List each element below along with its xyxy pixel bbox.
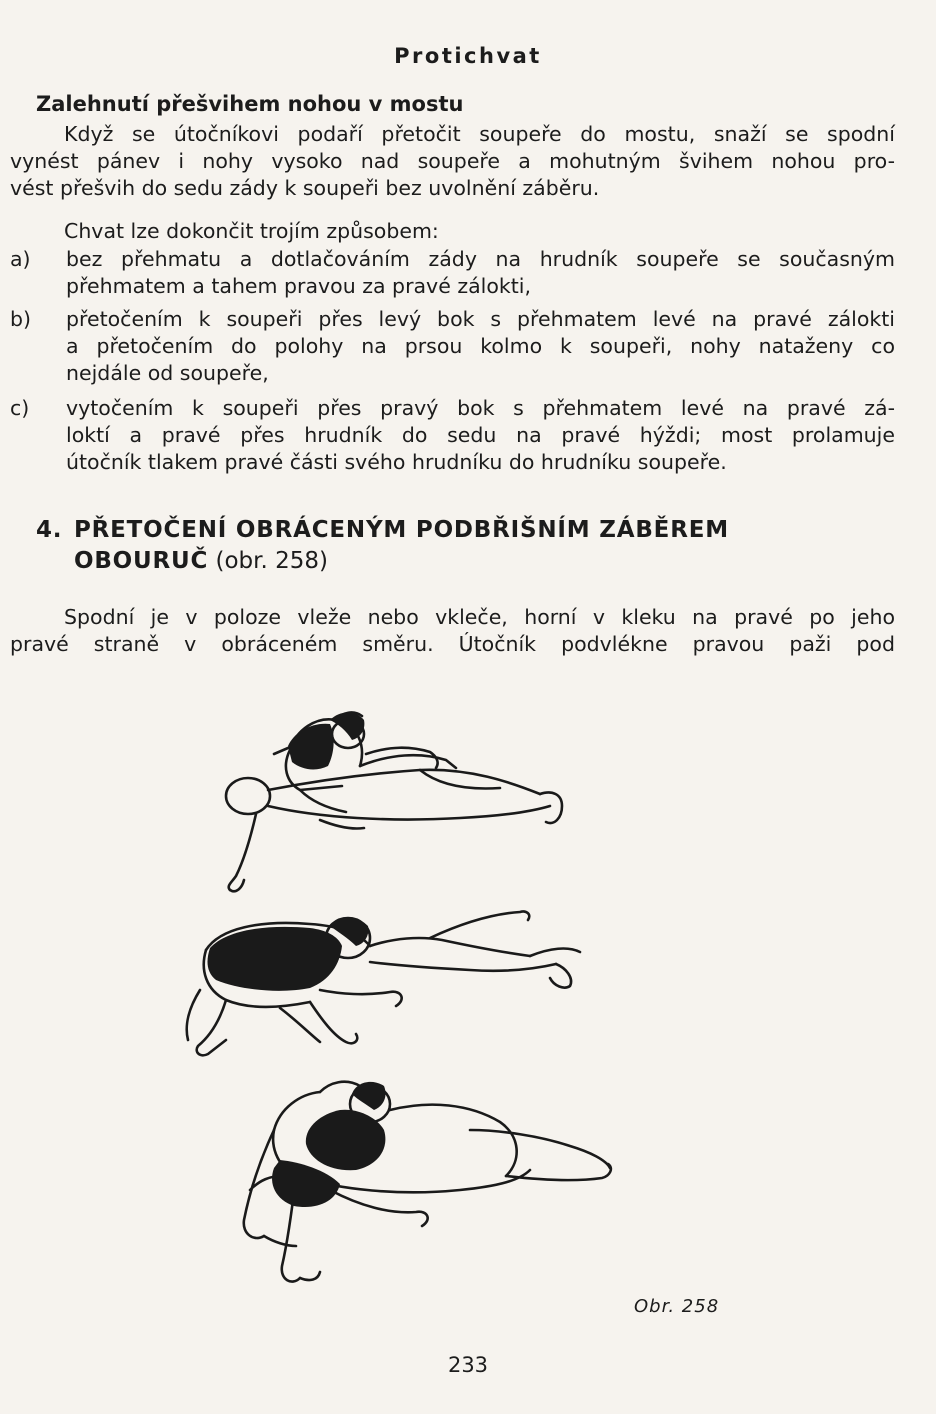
list-item-line: přehmatem a tahem pravou za pravé zálokti,: [66, 274, 532, 298]
paragraph-1: [10, 121, 895, 202]
list-marker: b): [10, 307, 32, 331]
paragraph-1-line: vést přešvih do sedu zády k soupeři bez uvolnění záběru.: [10, 176, 600, 200]
section-heading: [36, 515, 896, 577]
list-item-line: loktí a pravé přes hrudník do sedu na pravé hýždi; most prolamuje: [66, 423, 895, 447]
list-marker: c): [10, 396, 30, 420]
list-item-b: [10, 306, 895, 387]
paragraph-3: [10, 604, 895, 658]
paragraph-2-line: Chvat lze dokončit trojím způsobem:: [64, 219, 439, 243]
paragraph-1-line: Když se útočníkovi podaří přetočit soupeře do mostu, snaží se spodní: [64, 122, 895, 146]
list-marker: a): [10, 247, 31, 271]
figure-reference: (obr. 258): [208, 548, 328, 574]
figure-caption: Obr. 258: [634, 1296, 720, 1317]
wrestlers-pose-1: [226, 713, 562, 892]
list-item-line: nejdále od soupeře,: [66, 361, 269, 385]
paragraph-1-line: vynést pánev i nohy vysoko nad soupeře a mohutným švihem nohou pro-: [10, 149, 895, 173]
section-title-line-1: PŘETOČENÍ OBRÁCENÝM PODBŘIŠNÍM ZÁBĚREM: [74, 517, 729, 543]
list-item-c: [10, 395, 895, 476]
sub-heading: Zalehnutí přešvihem nohou v mostu: [36, 92, 464, 116]
running-head: Protichvat: [394, 44, 542, 68]
list-item-line: bez přehmatu a dotlačováním zády na hrudník soupeře se současným: [66, 247, 895, 271]
list-item-a: [10, 246, 895, 300]
list-item-line: vytočením k soupeři přes pravý bok s přehmatem levé na pravé zá-: [66, 396, 895, 420]
list-item-line: přetočením k soupeři přes levý bok s přehmatem levé na pravé zálokti: [66, 307, 895, 331]
paragraph-3-line: Spodní je v poloze vleže nebo vkleče, horní v kleku na pravé po jeho: [64, 605, 895, 629]
wrestling-illustration: [170, 690, 630, 1310]
section-title-word: OBOURUČ: [74, 548, 209, 574]
paragraph-3-line: pravé straně v obráceném směru. Útočník podvlékne pravou paži pod: [10, 632, 895, 656]
paragraph-2: [10, 218, 895, 245]
section-title-line-2: [74, 546, 896, 577]
list-item-line: útočník tlakem pravé části svého hrudníku do hrudníku soupeře.: [66, 450, 727, 474]
page-number: 233: [447, 1353, 489, 1377]
section-number: 4.: [36, 517, 63, 543]
list-item-line: a přetočením do polohy na prsou kolmo k soupeři, nohy nataženy co: [66, 334, 895, 358]
